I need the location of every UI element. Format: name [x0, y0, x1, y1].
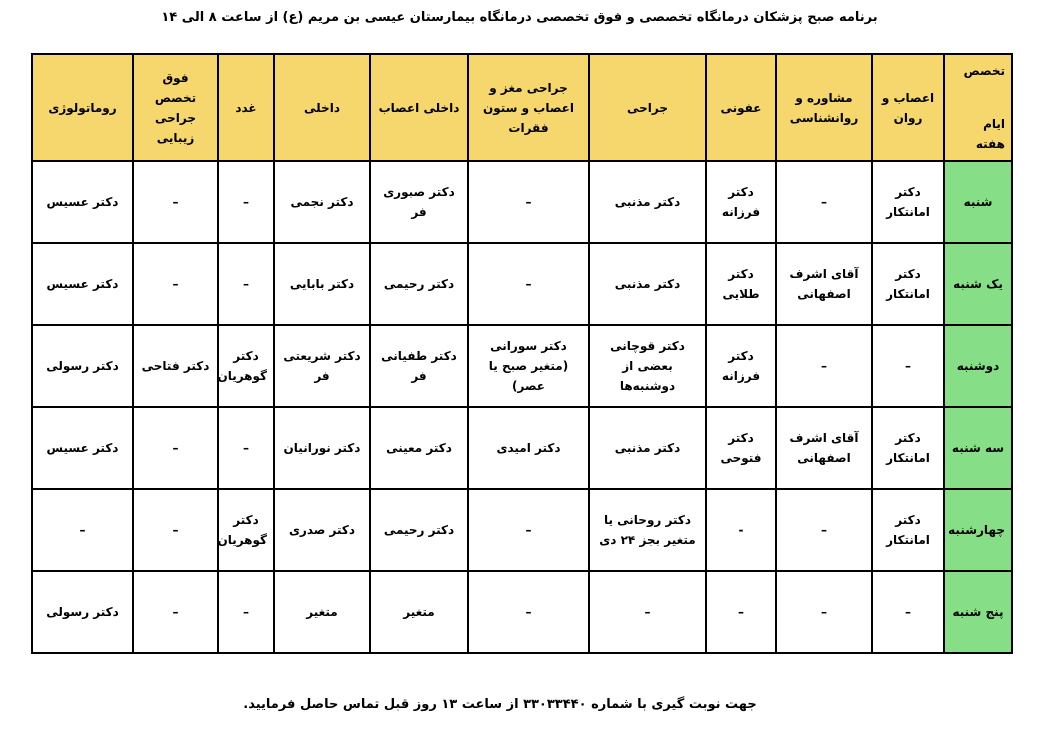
table-cell: –: [218, 407, 274, 489]
header-row: [32, 54, 1012, 161]
table-cell: دکتر امانتکار: [872, 161, 944, 243]
table-cell: –: [218, 571, 274, 653]
table-cell: –: [872, 325, 944, 407]
table-row: [32, 407, 1012, 489]
table-row: [32, 243, 1012, 325]
header-plastic-surgery: فوق تخصص جراحی زیبایی: [133, 54, 218, 161]
table-cell: آقای اشرف اصفهانی: [776, 243, 872, 325]
table-cell: دکتر فرزانه: [706, 161, 776, 243]
table-cell: –: [776, 325, 872, 407]
table-cell: –: [776, 571, 872, 653]
table-row: [32, 161, 1012, 243]
header-neurology: داخلی اعصاب: [370, 54, 468, 161]
day-cell: پنج شنبه: [944, 571, 1012, 653]
header-internal: داخلی: [274, 54, 370, 161]
table-cell: دکتر نورانیان: [274, 407, 370, 489]
table-cell: –: [218, 161, 274, 243]
table-cell: –: [468, 571, 589, 653]
table-cell: دکتر شریعتی فر: [274, 325, 370, 407]
table-cell: –: [468, 161, 589, 243]
table-cell: دکتر عسیس: [32, 243, 133, 325]
table-cell: –: [133, 489, 218, 571]
table-cell: –: [872, 571, 944, 653]
table-cell: دکتر فتوحی: [706, 407, 776, 489]
table-cell: –: [776, 489, 872, 571]
day-cell: چهارشنبه: [944, 489, 1012, 571]
table-cell: دکتر طفیانی فر: [370, 325, 468, 407]
table-cell: دکتر معینی: [370, 407, 468, 489]
table-cell: دکتر نجمی: [274, 161, 370, 243]
table-cell: دکتر مذنبی: [589, 243, 706, 325]
table-cell: دکتر رحیمی: [370, 489, 468, 571]
table-cell: دکتر گوهریان: [218, 325, 274, 407]
header-counseling: مشاوره و روانشناسی: [776, 54, 872, 161]
table-cell: –: [706, 571, 776, 653]
page-title: برنامه صبح پزشکان درمانگاه تخصصی و فوق تخصصی درمانگاه بیمارستان عیسی بن مریم (ع) از ساعت ۸ الی ۱۴: [161, 10, 878, 25]
table-cell: –: [468, 489, 589, 571]
table-cell: -: [706, 489, 776, 571]
header-endocrinology: غدد: [218, 54, 274, 161]
table-cell: –: [468, 243, 589, 325]
header-infectious: عفونی: [706, 54, 776, 161]
header-rheumatology: روماتولوژی: [32, 54, 133, 161]
day-cell: سه شنبه: [944, 407, 1012, 489]
table-cell: دکتر گوهریان: [218, 489, 274, 571]
header-neurosurgery: جراحی مغز و اعصاب و ستون فقرات: [468, 54, 589, 161]
table-cell: –: [32, 489, 133, 571]
table-cell: دکتر رسولی: [32, 325, 133, 407]
day-cell: یک شنبه: [944, 243, 1012, 325]
table-cell: متغیر: [274, 571, 370, 653]
corner-cell: [944, 54, 1012, 161]
table-cell: دکتر رسولی: [32, 571, 133, 653]
table-cell: دکتر عسیس: [32, 407, 133, 489]
table-cell: –: [133, 407, 218, 489]
table-cell: دکتر روحانی یا متغیر بجز ۲۴ دی: [589, 489, 706, 571]
table-cell: –: [776, 161, 872, 243]
table-cell: –: [589, 571, 706, 653]
table-row: [32, 325, 1012, 407]
table-cell: –: [133, 243, 218, 325]
table-cell: دکتر طلایی: [706, 243, 776, 325]
table-cell: –: [133, 161, 218, 243]
table-cell: –: [133, 571, 218, 653]
table-cell: دکتر مذنبی: [589, 161, 706, 243]
table-row: [32, 489, 1012, 571]
table-cell: دکتر سورانی (متغیر صبح یا عصر): [468, 325, 589, 407]
header-surgery: جراحی: [589, 54, 706, 161]
appointment-note: جهت نوبت گیری با شماره ۳۳۰۳۳۴۴۰ از ساعت ۱۳ روز قبل تماس حاصل فرمایید.: [243, 697, 757, 712]
schedule-table: [31, 53, 1013, 654]
table-cell: دکتر بابایی: [274, 243, 370, 325]
table-cell: دکتر صبوری فر: [370, 161, 468, 243]
day-cell: دوشنبه: [944, 325, 1012, 407]
table-cell: دکتر مذنبی: [589, 407, 706, 489]
table-cell: دکتر قوچانی بعضی از دوشنبه‌ها: [589, 325, 706, 407]
table-cell: متغیر: [370, 571, 468, 653]
table-cell: دکتر صدری: [274, 489, 370, 571]
table-row: [32, 571, 1012, 653]
table-cell: دکتر عسیس: [32, 161, 133, 243]
table-cell: دکتر فرزانه: [706, 325, 776, 407]
table-cell: دکتر فتاحی: [133, 325, 218, 407]
day-cell: شنبه: [944, 161, 1012, 243]
table-cell: دکتر امانتکار: [872, 407, 944, 489]
corner-specialty-label: تخصص: [963, 64, 1005, 78]
table-cell: دکتر رحیمی: [370, 243, 468, 325]
table-cell: –: [218, 243, 274, 325]
table-cell: دکتر امانتکار: [872, 489, 944, 571]
table-cell: دکتر امیدی: [468, 407, 589, 489]
table-cell: دکتر امانتکار: [872, 243, 944, 325]
header-psychiatry: اعصاب و روان: [872, 54, 944, 161]
table-cell: آقای اشرف اصفهانی: [776, 407, 872, 489]
corner-days-label: ایام هفته: [975, 117, 1005, 151]
